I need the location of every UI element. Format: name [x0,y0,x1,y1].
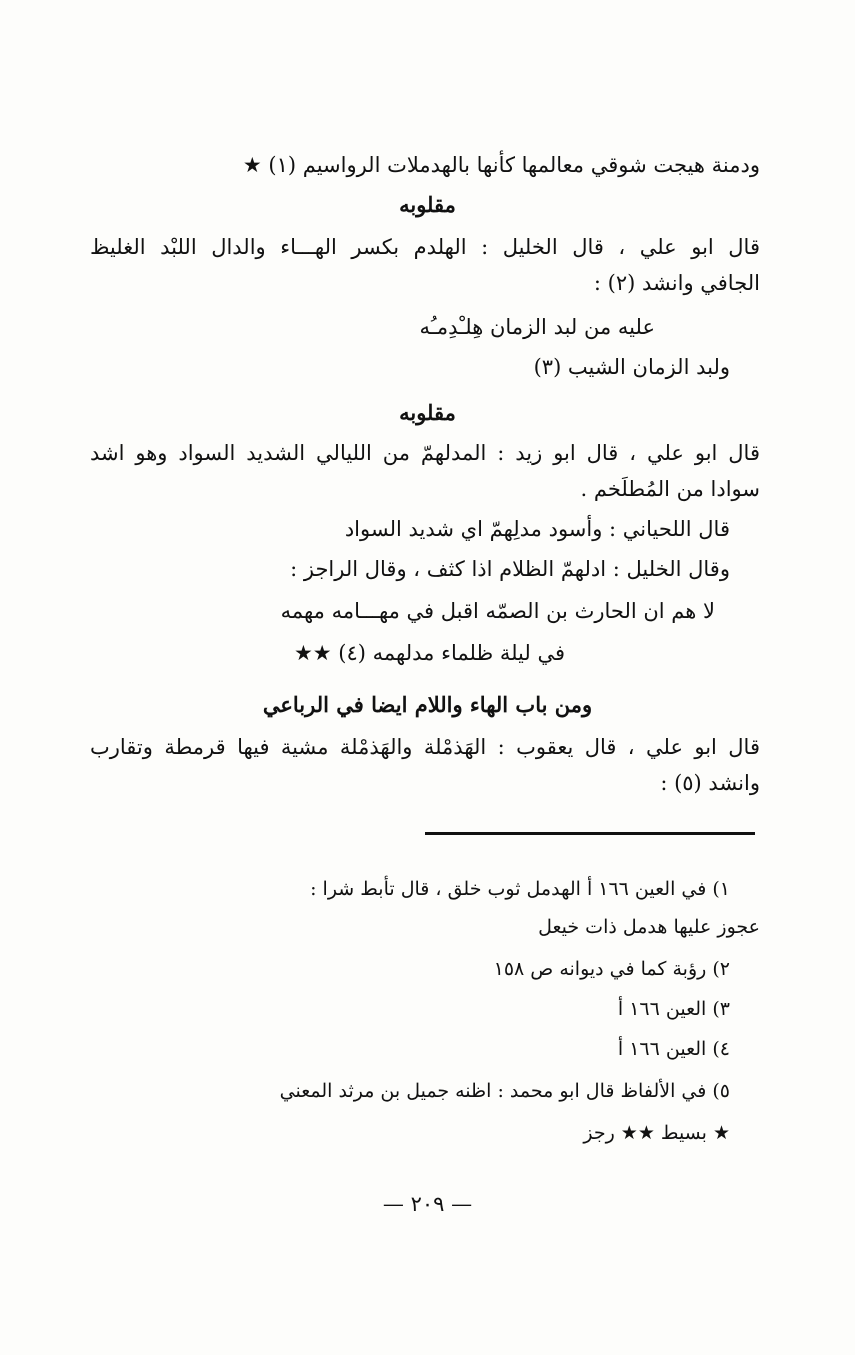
footnote-line: ١) في العين ١٦٦ أ الهدمل ثوب خلق ، قال تأبط شرا : [310,878,730,900]
footnote-line: ٣) العين ١٦٦ أ [617,998,730,1020]
section-heading: ومن باب الهاء واللام ايضا في الرباعي [262,692,593,717]
paragraph-line: قال ابو علي ، قال ابو زيد : المدلهمّ من الليالي الشديد السواد وهو اشد [90,441,760,465]
paragraph-line: سوادا من المُطلَخم . [580,477,760,501]
paragraph-line: قال اللحياني : وأسود مدلِهمّ اي شديد السواد [344,517,730,541]
verse-line: في ليلة ظلماء مدلهمه (٤) ★★ [293,641,565,665]
footnote-line: عجوز عليها هدمل ذات خيعل [538,916,760,938]
footnote-line: ★ بسيط ★★ رجز [583,1122,730,1144]
paragraph-line: قال ابو علي ، قال يعقوب : الهَذمْلة والهَذمْلة مشية فيها قرمطة وتقارب [90,735,760,759]
paragraph-line: الجافي وانشد (٢) : [593,271,760,295]
footnote-divider [425,832,755,835]
page-number: — ٢٠٩ — [382,1192,473,1216]
verse-line: عليه من لبد الزمان هِلـْدِمـُه [419,315,655,339]
footnote-line: ٢) رؤبة كما في ديوانه ص ١٥٨ [493,958,730,980]
paragraph-line: وانشد (٥) : [660,771,760,795]
verse-line: ودمنة هيجت شوقي معالمها كأنها بالهدملات الرواسيم (١) ★ [242,153,760,177]
paragraph-line: وقال الخليل : ادلهمّ الظلام اذا كثف ، وقال الراجز : [290,557,730,581]
section-heading: مقلوبه [399,400,456,425]
paragraph-line: قال ابو علي ، قال الخليل : الهلدم بكسر الهـــاء والدال اللبْد الغليظ [90,235,760,259]
footnote-line: ٤) العين ١٦٦ أ [617,1038,730,1060]
section-heading: مقلوبه [399,192,456,217]
footnote-line: ٥) في الألفاظ قال ابو محمد : اظنه جميل بن مرثد المعني [279,1080,730,1102]
verse-line: لا هم ان الحارث بن الصمّه اقبل في مهـــامه مهمه [280,599,715,623]
verse-line: ولبد الزمان الشيب (٣) [533,355,730,379]
